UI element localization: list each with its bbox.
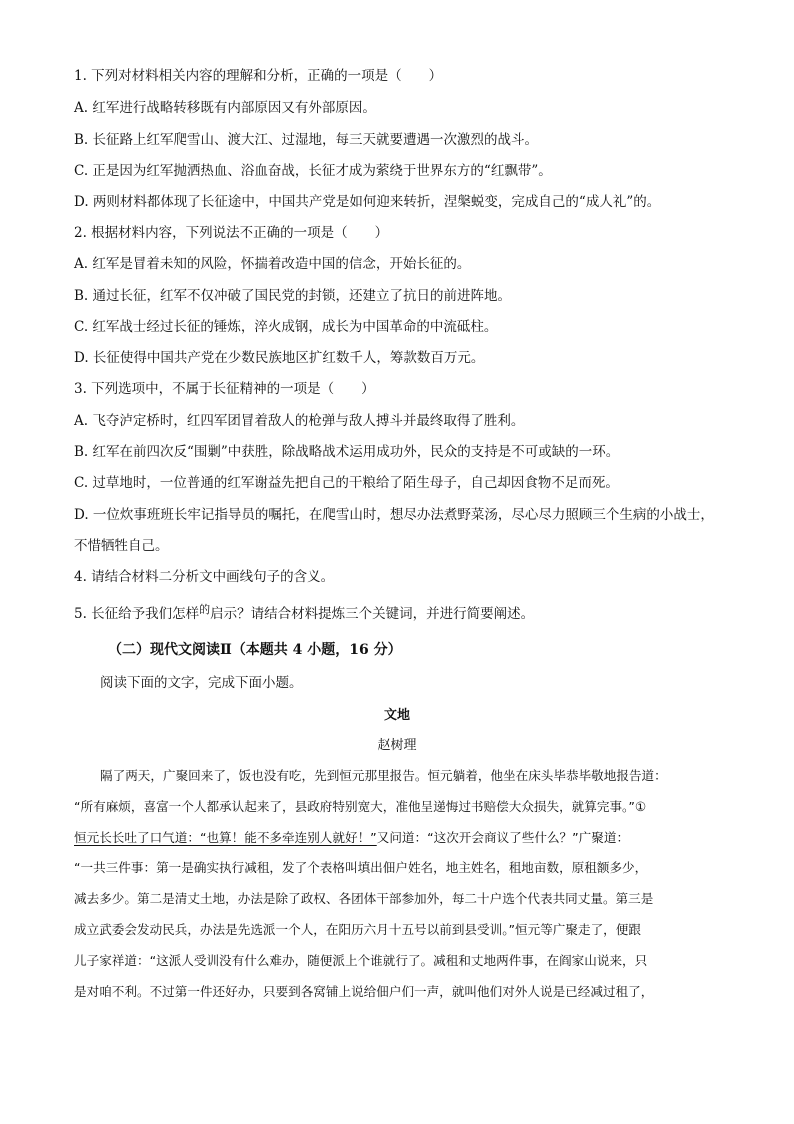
q3-option-b: B. 红军在前四次反“围剿”中获胜，除战略战术运用成功外，民众的支持是不可或缺的一环。 [74,444,620,460]
story-author: 赵树理 [377,738,417,753]
story-line-3-rest: 又问道：“这次开会商议了些什么？”广聚道： [376,830,630,845]
underlined-sentence: 恒元长长吐了口气道：“也算！能不多牵连别人就好！” [74,830,377,845]
story-line-7: 儿子家祥道：“这派人受训没有什么难办，随便派上个谁就行了。减租和丈地两件事，在阎家山说来，只 [74,953,648,968]
q2-option-a: A. 红军是冒着未知的风险，怀揣着改造中国的信念，开始长征的。 [74,256,471,272]
q1-option-b: B. 长征路上红军爬雪山、渡大江、过湿地，每三天就要遭遇一次激烈的战斗。 [74,132,539,148]
q4-stem: 4. 请结合材料二分析文中画线句子的含义。 [74,569,335,585]
q2-option-b: B. 通过长征，红军不仅冲破了国民党的封锁，还建立了抗日的前进阵地。 [74,288,512,304]
q2-option-c: C. 红军战士经过长征的锤炼，淬火成钢，成长为中国革命的中流砥柱。 [74,319,498,335]
section-heading: （二）现代文阅读Ⅱ（本题共 4 小题，16 分） [108,642,402,658]
q3-option-a: A. 飞夺泸定桥时，红四军团冒着敌人的枪弹与敌人搏斗并最终取得了胜利。 [74,413,525,429]
q5-stem [74,604,734,625]
story-line-5: 减去多少。第二是清丈土地，办法是除了政权、各团体干部参加外，每二十户选个代表共同丈量。第三是 [74,891,654,906]
story-line-6: 成立武委会发动民兵，办法是先选派一个人，在阳历六月十五号以前到县受训。”恒元等广聚走了，便跟 [74,922,641,937]
story-line-8: 是对咱不利。不过第一件还好办，只要到各窝铺上说给佃户们一声，就叫他们对外人说是已经减过租了， [74,984,654,999]
q1-stem: 1. 下列对材料相关内容的理解和分析，正确的一项是（ ） [74,68,443,84]
q1-option-c: C. 正是因为红军抛洒热血、浴血奋战，长征才成为萦绕于世界东方的“红飘带”。 [74,163,552,179]
story-title: 文地 [383,708,410,723]
story-line-1: 隔了两天，广聚回来了，饭也没有吃，先到恒元那里报告。恒元躺着，他坐在床头毕恭毕敬地报告道： [100,768,667,783]
q3-option-c: C. 过草地时，一位普通的红军谢益先把自己的干粮给了陌生母子，自己却因食物不足而死。 [74,475,619,491]
q2-stem: 2. 根据材料内容，下列说法不正确的一项是（ ） [74,225,389,241]
q5-stem-post: 启示？请结合材料提炼三个关键词，并进行简要阐述。 [210,606,535,622]
q5-stem-pre: 5. 长征给予我们怎样 [74,606,200,622]
q5-stem-sup: 的 [199,603,211,616]
q2-option-d: D. 长征使得中国共产党在少数民族地区扩红数千人，筹款数百万元。 [74,350,485,366]
q3-option-d-line2: 不惜牺牲自己。 [74,538,169,554]
story-line-2: “所有麻烦，喜富一个人都承认起来了，县政府特别宽大，准他呈递悔过书赔偿大众损失，就算完事。”① [74,799,647,814]
q3-stem: 3. 下列选项中，不属于长征精神的一项是（ ） [74,381,375,397]
q1-option-d: D. 两则材料都体现了长征途中，中国共产党是如何迎来转折，涅槃蜕变，完成自己的“成人礼”的。 [74,194,661,210]
q3-option-d-line1: D. 一位炊事班班长牢记指导员的嘱托，在爬雪山时，想尽办法煮野菜汤，尽心尽力照顾三个生病的小战士， [74,507,714,523]
section-instruction: 阅读下面的文字，完成下面小题。 [100,675,303,691]
q1-option-a: A. 红军进行战略转移既有内部原因又有外部原因。 [74,100,376,116]
story-line-3 [74,828,734,848]
story-line-4: “一共三件事：第一是确实执行减租，发了个表格叫填出佃户姓名，地主姓名，租地亩数，原租额多少， [74,860,648,875]
